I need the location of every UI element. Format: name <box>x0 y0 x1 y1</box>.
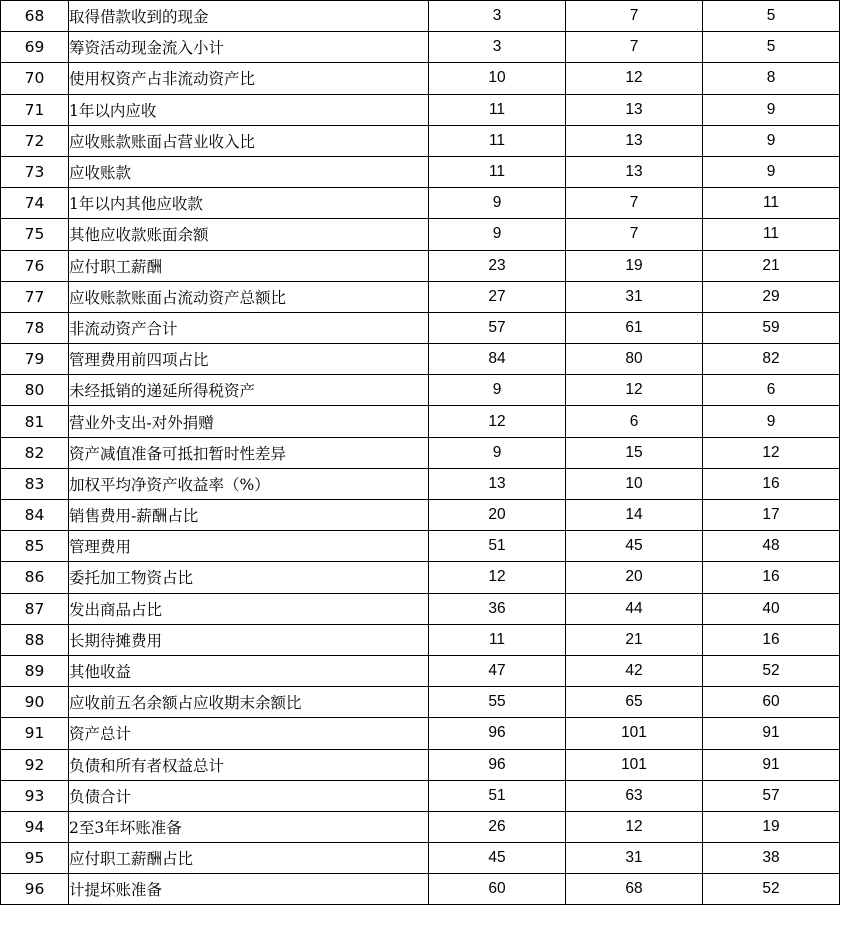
table-row <box>1 63 840 94</box>
row-number-cell: 69 <box>1 32 69 63</box>
row-number-cell: 82 <box>1 437 69 468</box>
table-row <box>1 562 840 593</box>
item-name-cell: 营业外支出-对外捐赠 <box>69 406 429 437</box>
table-row <box>1 811 840 842</box>
table-row <box>1 32 840 63</box>
value-col1-cell: 55 <box>429 687 566 718</box>
item-name-cell: 长期待摊费用 <box>69 624 429 655</box>
value-col2-cell: 31 <box>566 281 703 312</box>
value-col2-cell: 101 <box>566 718 703 749</box>
row-number-cell: 94 <box>1 811 69 842</box>
value-col2-cell: 31 <box>566 843 703 874</box>
item-name-cell: 1年以内其他应收款 <box>69 188 429 219</box>
row-number-cell: 70 <box>1 63 69 94</box>
value-col2-cell: 15 <box>566 437 703 468</box>
value-col1-cell: 9 <box>429 188 566 219</box>
table-row <box>1 156 840 187</box>
item-name-cell: 其他应收款账面余额 <box>69 219 429 250</box>
row-number-cell: 86 <box>1 562 69 593</box>
value-col3-cell: 9 <box>703 406 840 437</box>
item-name-cell: 使用权资产占非流动资产比 <box>69 63 429 94</box>
value-col1-cell: 96 <box>429 749 566 780</box>
value-col3-cell: 38 <box>703 843 840 874</box>
table-row <box>1 624 840 655</box>
value-col2-cell: 80 <box>566 344 703 375</box>
item-name-cell: 应收账款 <box>69 156 429 187</box>
value-col2-cell: 7 <box>566 188 703 219</box>
table-row <box>1 437 840 468</box>
value-col3-cell: 17 <box>703 500 840 531</box>
item-name-cell: 应付职工薪酬占比 <box>69 843 429 874</box>
value-col3-cell: 60 <box>703 687 840 718</box>
table-row <box>1 749 840 780</box>
item-name-cell: 应收前五名余额占应收期末余额比 <box>69 687 429 718</box>
row-number-cell: 91 <box>1 718 69 749</box>
value-col3-cell: 8 <box>703 63 840 94</box>
value-col2-cell: 12 <box>566 811 703 842</box>
value-col2-cell: 14 <box>566 500 703 531</box>
value-col2-cell: 13 <box>566 125 703 156</box>
value-col1-cell: 11 <box>429 94 566 125</box>
value-col3-cell: 9 <box>703 125 840 156</box>
value-col3-cell: 19 <box>703 811 840 842</box>
item-name-cell: 委托加工物资占比 <box>69 562 429 593</box>
table-row <box>1 593 840 624</box>
value-col2-cell: 19 <box>566 250 703 281</box>
table-row <box>1 687 840 718</box>
item-name-cell: 管理费用前四项占比 <box>69 344 429 375</box>
value-col2-cell: 42 <box>566 655 703 686</box>
item-name-cell: 管理费用 <box>69 531 429 562</box>
table-row <box>1 843 840 874</box>
table-row <box>1 500 840 531</box>
value-col2-cell: 101 <box>566 749 703 780</box>
row-number-cell: 80 <box>1 375 69 406</box>
table-row <box>1 406 840 437</box>
value-col1-cell: 20 <box>429 500 566 531</box>
item-name-cell: 销售费用-薪酬占比 <box>69 500 429 531</box>
table-row <box>1 312 840 343</box>
item-name-cell: 应收账款账面占营业收入比 <box>69 125 429 156</box>
item-name-cell: 负债和所有者权益总计 <box>69 749 429 780</box>
value-col1-cell: 12 <box>429 406 566 437</box>
value-col3-cell: 91 <box>703 749 840 780</box>
row-number-cell: 76 <box>1 250 69 281</box>
row-number-cell: 74 <box>1 188 69 219</box>
value-col3-cell: 12 <box>703 437 840 468</box>
value-col2-cell: 44 <box>566 593 703 624</box>
item-name-cell: 筹资活动现金流入小计 <box>69 32 429 63</box>
item-name-cell: 1年以内应收 <box>69 94 429 125</box>
table-row <box>1 375 840 406</box>
value-col2-cell: 63 <box>566 780 703 811</box>
value-col2-cell: 12 <box>566 375 703 406</box>
value-col3-cell: 16 <box>703 468 840 499</box>
row-number-cell: 68 <box>1 1 69 32</box>
row-number-cell: 85 <box>1 531 69 562</box>
row-number-cell: 81 <box>1 406 69 437</box>
value-col1-cell: 27 <box>429 281 566 312</box>
item-name-cell: 2至3年坏账准备 <box>69 811 429 842</box>
value-col1-cell: 10 <box>429 63 566 94</box>
value-col1-cell: 84 <box>429 344 566 375</box>
value-col3-cell: 52 <box>703 655 840 686</box>
table-row <box>1 655 840 686</box>
table-row <box>1 250 840 281</box>
value-col1-cell: 60 <box>429 874 566 905</box>
value-col3-cell: 5 <box>703 1 840 32</box>
value-col2-cell: 65 <box>566 687 703 718</box>
item-name-cell: 取得借款收到的现金 <box>69 1 429 32</box>
value-col3-cell: 16 <box>703 624 840 655</box>
value-col1-cell: 11 <box>429 624 566 655</box>
item-name-cell: 资产总计 <box>69 718 429 749</box>
row-number-cell: 95 <box>1 843 69 874</box>
value-col1-cell: 9 <box>429 219 566 250</box>
value-col3-cell: 40 <box>703 593 840 624</box>
row-number-cell: 73 <box>1 156 69 187</box>
value-col3-cell: 9 <box>703 156 840 187</box>
value-col2-cell: 6 <box>566 406 703 437</box>
row-number-cell: 88 <box>1 624 69 655</box>
value-col1-cell: 23 <box>429 250 566 281</box>
value-col2-cell: 20 <box>566 562 703 593</box>
table-row <box>1 344 840 375</box>
value-col3-cell: 16 <box>703 562 840 593</box>
row-number-cell: 77 <box>1 281 69 312</box>
value-col1-cell: 57 <box>429 312 566 343</box>
item-name-cell: 负债合计 <box>69 780 429 811</box>
value-col2-cell: 13 <box>566 156 703 187</box>
table-row <box>1 780 840 811</box>
value-col1-cell: 12 <box>429 562 566 593</box>
value-col1-cell: 13 <box>429 468 566 499</box>
item-name-cell: 应收账款账面占流动资产总额比 <box>69 281 429 312</box>
value-col1-cell: 51 <box>429 531 566 562</box>
table-row <box>1 531 840 562</box>
value-col1-cell: 45 <box>429 843 566 874</box>
table-row <box>1 281 840 312</box>
row-number-cell: 89 <box>1 655 69 686</box>
row-number-cell: 75 <box>1 219 69 250</box>
value-col2-cell: 12 <box>566 63 703 94</box>
table-row <box>1 94 840 125</box>
value-col2-cell: 7 <box>566 32 703 63</box>
value-col3-cell: 48 <box>703 531 840 562</box>
table-row <box>1 1 840 32</box>
row-number-cell: 87 <box>1 593 69 624</box>
value-col2-cell: 45 <box>566 531 703 562</box>
value-col1-cell: 9 <box>429 437 566 468</box>
table-row <box>1 468 840 499</box>
item-name-cell: 资产减值准备可抵扣暂时性差异 <box>69 437 429 468</box>
value-col3-cell: 59 <box>703 312 840 343</box>
row-number-cell: 72 <box>1 125 69 156</box>
value-col1-cell: 11 <box>429 125 566 156</box>
row-number-cell: 83 <box>1 468 69 499</box>
value-col1-cell: 9 <box>429 375 566 406</box>
item-name-cell: 其他收益 <box>69 655 429 686</box>
item-name-cell: 发出商品占比 <box>69 593 429 624</box>
value-col2-cell: 13 <box>566 94 703 125</box>
row-number-cell: 92 <box>1 749 69 780</box>
value-col3-cell: 6 <box>703 375 840 406</box>
value-col1-cell: 36 <box>429 593 566 624</box>
value-col2-cell: 7 <box>566 1 703 32</box>
table-row <box>1 125 840 156</box>
item-name-cell: 未经抵销的递延所得税资产 <box>69 375 429 406</box>
table-body <box>1 1 840 905</box>
item-name-cell: 计提坏账准备 <box>69 874 429 905</box>
value-col1-cell: 47 <box>429 655 566 686</box>
value-col3-cell: 82 <box>703 344 840 375</box>
value-col3-cell: 52 <box>703 874 840 905</box>
row-number-cell: 78 <box>1 312 69 343</box>
table-row <box>1 874 840 905</box>
value-col2-cell: 21 <box>566 624 703 655</box>
value-col2-cell: 68 <box>566 874 703 905</box>
table-row <box>1 188 840 219</box>
item-name-cell: 应付职工薪酬 <box>69 250 429 281</box>
item-name-cell: 加权平均净资产收益率（%） <box>69 468 429 499</box>
row-number-cell: 93 <box>1 780 69 811</box>
table-row <box>1 718 840 749</box>
value-col2-cell: 10 <box>566 468 703 499</box>
value-col1-cell: 51 <box>429 780 566 811</box>
value-col3-cell: 57 <box>703 780 840 811</box>
value-col3-cell: 91 <box>703 718 840 749</box>
value-col1-cell: 26 <box>429 811 566 842</box>
row-number-cell: 96 <box>1 874 69 905</box>
value-col1-cell: 11 <box>429 156 566 187</box>
value-col2-cell: 7 <box>566 219 703 250</box>
value-col3-cell: 5 <box>703 32 840 63</box>
row-number-cell: 90 <box>1 687 69 718</box>
value-col1-cell: 3 <box>429 32 566 63</box>
value-col2-cell: 61 <box>566 312 703 343</box>
item-name-cell: 非流动资产合计 <box>69 312 429 343</box>
value-col1-cell: 96 <box>429 718 566 749</box>
value-col3-cell: 9 <box>703 94 840 125</box>
row-number-cell: 84 <box>1 500 69 531</box>
table-row <box>1 219 840 250</box>
value-col1-cell: 3 <box>429 1 566 32</box>
row-number-cell: 79 <box>1 344 69 375</box>
value-col3-cell: 11 <box>703 188 840 219</box>
value-col3-cell: 29 <box>703 281 840 312</box>
value-col3-cell: 11 <box>703 219 840 250</box>
row-number-cell: 71 <box>1 94 69 125</box>
value-col3-cell: 21 <box>703 250 840 281</box>
